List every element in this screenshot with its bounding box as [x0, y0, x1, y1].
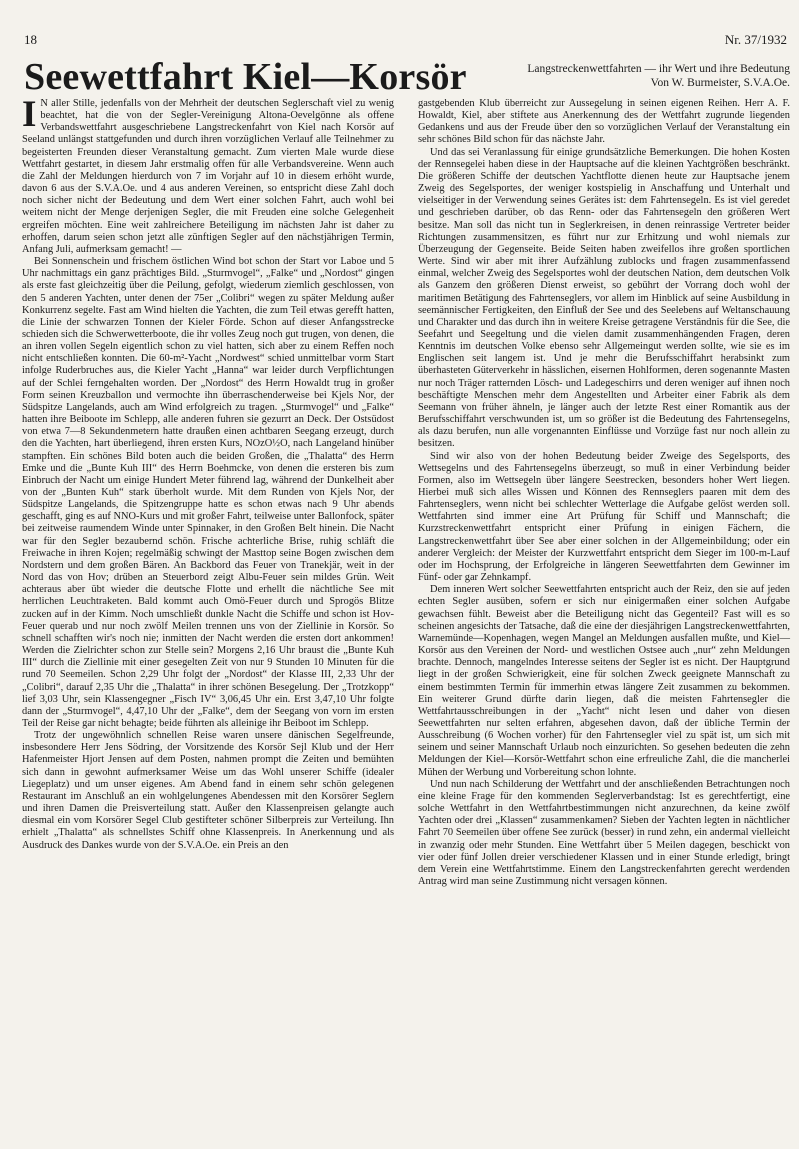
- article-subtitle: [432, 62, 790, 90]
- paragraph: Trotz der ungewöhnlich schnellen Reise waren unsere dänischen Segelfreunde, insbesondere Herr Jens Södring, der Vorsitzende des Korsör Sejl Klub und der Herr Hafenmeister Hjort Jensen auf dem Posten, nahmen prompt die Zeiten und bemühten sich dann in gewohnt aufmerksamer Weise um das Wohl unserer Schiffe (idealer Liegeplatz) und um unser eigenes. Am Abend fand in einem sehr schön gelegenen Restaurant im Anschluß an ein wohlgelungenes Abendessen mit den Korsörer Seglern und ihren Damen die Preisverteilung statt. Außer den Klassenpreisen gelangte auch diesmal ein vom Korsörer Segel Club gestifteter schöner Silberpreis zur Verteilung. Ihn erhielt „Thalatta“ als schnellstes Schiff ohne Klassenpreis. In Anerkennung und als Ausdruck des Dankes wurde von der S.V.A.Oe. ein Preis an den: [22, 730, 394, 851]
- paragraph: Bei Sonnenschein und frischem östlichen Wind bot schon der Start vor Laboe und 5 Uhr nachmittags ein ganz prächtiges Bild. „Sturmvogel“, „Falke“ und „Nordost“ gingen als erste fast gleichzeitig über die Peilung, gefolgt, wiederum ziemlich geschlossen, von den 5 anderen Yachten, unter denen der 75er „Colibri“ wegen zu später Meldung außer Konkurrenz segelte. Fast am Wind hielten die Yachten, die zum Teil etwas gerefft hatten, die Linie der schwarzen Tonnen der Kieler Förde. Schon auf dieser Anfangsstrecke schieden sich die Schwerwetterboote, die ihr volles Zeug noch gut trugen, von denen, die an ihren vollen Segeln eigentlich schon zu viel hatten, sich aber zu einem Reffen noch nicht entschließen konnten. Die 60-m²-Yacht „Nordwest“ schied unmittelbar vorm Start infolge Ruderbruches aus, die Kieler Yacht „Hanna“ war leider durch Verpflichtungen auf der Schlei ferngehalten worden. Der „Nordost“ des Herrn Howaldt trug in großer Form seinen Kreuzballon und vermochte ihn überraschenderweise bei Kjels Nor, der Südspitze Langelands, auch am Wind erfolgreich zu tragen. „Sturmvogel“ und „Falke“ hatten ihre Beiboote im Schlepp, alle anderen fuhren sie gezurrt an Deck. Der Ostsüdost von etwa 7—8 Sekundenmetern hatte draußen einen achtbaren Seegang erzeugt, durch den die Yachten, hart überliegend, ihren ersten Kurs, NOzO½O, nach Langeland hinüber stampften. Ein schönes Bild boten auch die beiden Großen, die „Thalatta“ des Herrn Emke und die „Bunte Kuh III“ des Herrn Boehmcke, von denen die ersteren bis zum Einbruch der Nacht um einige Hundert Meter führend lag, während der Dunkelheit aber von der „Bunten Kuh“ stark überholt wurde. Mit dem Runden von Kjels Nor, der Südspitze Langelands, die Spitzengruppe hatte es schon etwas nach 9 Uhr abends geschafft, ging es auf NNO-Kurs und mit großer Fahrt, teilweise unter Ballonfock, später bei zeitweise raumendem Winde unter Spinnaker, in den Großen Belt hinein. Die Nacht war für den Segler bezaubernd schön. Frische achterliche Brise, ruhig schläft die Freiwache in ihren Kojen; regelmäßig schwingt der Masttop seine Bogen zwischen dem Nordstern und dem großen Bären. An Backbord das Feuer von Tranekjär, weit in der Nord das von Hov; drüben an Steuerbord zeigt Albu-Feuer sein mildes Grün. Weit achteraus aber übt wieder die deutsche Flotte und erhellt die nächtliche See mit herrlichen Leuchtraketen. Bald kommt auch Omö-Feuer durch und Sprogös Blitze zucken auf in der Kimm. Noch umschließt dunkle Nacht die Schiffe und schon ist Hov-Feuer querab und nur noch zwölf Meilen trennen uns von der Ziellinie in Korsör. So schnell schafften wir's noch nie; inmitten der Nacht werden die ersten dort ankommen! Werden die Zielrichter schon zur Stelle sein? Morgens 2,16 Uhr braust die „Bunte Kuh III“ durch die Ziellinie mit einer gesegelten Zeit von nur 9 Stunden 10 Minuten für die rund 70 Seemeilen. Schon 2,29 Uhr folgt der „Nordost“ der Klasse III, 2,33 Uhr der „Colibri“, darauf 2,35 Uhr die „Thalatta“ in ihrer schönen Besegelung. Der „Trotzkopp“ lief 3,03 Uhr, sein Klassengegner „Fisch IV“ 3,06,45 Uhr ein. Erst 3,47,10 Uhr folgte dann der „Sturmvogel“, 4,47,10 Uhr der „Falke“, dem der Seegang von vorn im ersten Teil der Reise gar nicht behagte; beide führten als alleinige ihr Beiboot im Schlepp.: [22, 256, 394, 729]
- paragraph: Und das sei Veranlassung für einige grundsätzliche Bemerkungen. Die hohen Kosten der Rennsegelei haben diese in der Hauptsache auf die kleinen Yachtgrößen beschränkt. Die größeren Schiffe der deutschen Yachtflotte dienen heute zur Hauptsache jenem Zweig des Segelsportes, der weniger kostspielig in Anschaffung und Unterhalt und vielseitiger in der Verwendung seines Gerätes ist: dem Fahrtensegeln. Es ist viel geredet und geschrieben darüber, ob das Renn- oder das Fahrtensegeln den größeren Wert besitze. Man soll das nicht tun in Seglerkreisen, in denen reinrassige Vertreter beider Richtungen zusammensitzen, es führt nur zur Erhitzung und wohl niemals zur Überzeugung der Gegenseite. Beide Seiten haben zweifellos ihre großen sportlichen Werte. Sind wir aber mit ihrer Aufzählung zublocks und fragen zusammenfassend einmal, welcher Zweig des Segelsportes wohl der deutschen Nation, dem deutschen Volk als Ganzem den größeren Dienst erweist, so gebührt der Vorrang doch wohl der maritimen Betätigung des Fahrtenseglers, vor allem im Hinblick auf seine Ausbildung in seemännischer Fertigkeiten, den Einfluß der See und des Seelebens auf Weltanschauung und Charakter und das durch ihn in weitere Kreise getragene Verständnis für die See, die Seefahrt und Seegeltung und die vielen damit zusammenhängenden Fragen, deren Kenntnis im deutschen Volke ebenso sehr Allgemeingut werden sollte, wie sie es im Englischen seit langem ist. Und je mehr die Berufsschiffahrt herabsinkt zum überhasteten Güterverkehr in hässlichen, eisernen Hohlformen, deren sogenannte Masten nur noch Träger ratternden Lösch- und Ladegeschirrs und deren weniger auf ihnen noch beschäftigte Menschen mehr dem Angestellten und Arbeiter einer Fabrik als dem Seemann von früher ähneln, je länger auch der letzte Rest einer Romantik aus der Berufsschiffahrt verschwunden ist, um so größer ist die Bedeutung des Fahrtensegelns, als dazu berufen, nun alle vorgenannten Einflüsse und Vorzüge fast nur noch allein zu besitzen.: [418, 146, 790, 450]
- paragraph: Und nun nach Schilderung der Wettfahrt und der anschließenden Betrachtungen noch eine kleine Frage für den kommenden Seglerverbandstag: Ist es gerechtfertigt, eine solche Wettfahrt in den Wettfahrtbestimmungen nicht anzurechnen, da keine zwölf Yachten oder drei „Klassen“ zusammenkamen? Sieben der Yachten legten in nächtlicher Fahrt 70 Seemeilen über offene See zurück (besser) in rund zehn, ein andermal vielleicht in zwanzig oder mehr Stunden. Eine Wettfahrt über 5 Meilen dagegen, beschickt von vier oder fünf Jollen dreier verschiedener Klassen und in einer Stunde erledigt, bringt dem Verein eine Wettfahrtstimme. Einem den Langstreckenfahrten gerecht werdenden Antrag wird man seine Zustimmung nicht versagen können.: [418, 778, 790, 887]
- paragraph: Dem inneren Wert solcher Seewettfahrten entspricht auch der Reiz, den sie auf jeden echten Segler ausüben, sofern er sich nur einigermaßen einer solchen Aufgabe gewachsen fühlt. Beweist aber die Beteiligung nicht das Gegenteil? Fast will es so scheinen angesichts der Tatsache, daß die eine der diesjährigen Langstreckenwettfahrten, Warnemünde—Kopenhagen, wegen Mangel an Meldungen ausfallen mußte, und Kiel—Korsör aus den Vereinen der Nord- und westlichen Ostsee auch „nur“ zehn Meldungen brachte. Dennoch, mangelndes Interesse seitens der Segler ist es nicht. Der Hauptgrund liegt in der großen Schwierigkeit, eine für solchen Zweck geeignete Mannschaft zu einem bestimmten Termin für immerhin etwas längere Zeit zusammen zu bekommen. Ein weiterer Grund dürfte darin liegen, daß die meisten Fahrtensegler die Wettfahrtausschreibungen in der „Yacht“ nicht lesen und daher von diesen Seewettfahrten nur selten erfahren, abgesehen davon, daß der übliche Termin der Ausschreibung (6 Wochen vorher) für den Fahrtensegler viel zu spät ist, um sich mit seinem und seiner Mannschaft Urlaub noch einzurichten. So gesehen bedeuten die zehn Meldungen der Kiel—Korsör-Wettfahrt schon eine erfreuliche Zahl, die die mancherlei Mühen der Werbung und Vorbereitung schon lohnte.: [418, 584, 790, 778]
- issue-number: Nr. 37/1932: [724, 32, 787, 47]
- article-title: Seewettfahrt Kiel—Korsör: [24, 56, 467, 98]
- page-number: 18: [24, 32, 37, 47]
- column-right: [418, 98, 790, 888]
- paragraph-text: N aller Stille, jedenfalls von der Mehrheit der deutschen Seglerschaft viel zu wenig beachtet, hat die von der Segler-Vereinigung Altona-Oevelgönne als offene Verbandswettfahrt ausgeschriebene Langstreckenfahrt von Kiel nach Korsör auf Seeland unlängst stattgefunden und durch ihren vorzüglichen Verlauf alle Teilnehmer zu begeisterten Freunden dieser Veranstaltung gemacht. Zum vierten Male wurde diese Wettfahrt gestartet, in diesem Jahr erstmalig offen für alle Verbandsvereine. Wenn auch die Zahl der Meldungen hierdurch von 7 im Vorjahr auf 10 in diesem erhöht wurde, davon 6 aus der S.V.A.Oe. und 4 aus anderen Vereinen, so entspricht diese Zahl doch noch sicher nicht der Bedeutung und dem Wert einer solchen Fahrt, auch wohl bei weitem nicht der Menge derjenigen Segler, die mit Freuden eine solche Gelegenheit ergreifen möchten. Eine weit zahlreichere Beteiligung im nächsten Jahr ist daher zu erhoffen, darum seien schon jetzt alle zünftigen Segler auf den nächstjährigen Termin, Anfang Juli, aufmerksam gemacht! —: [22, 98, 394, 255]
- paragraph: gastgebenden Klub überreicht zur Aussegelung in seinen eigenen Reihen. Herr A. F. Howaldt, Kiel, aber stiftete aus Anerkennung des der Wettfahrt zugrunde liegenden Gedankens und aus der Freude über den so vorzüglichen Verlauf der Veranstaltung ein sehr schönes Bild schon für das nächste Jahr.: [418, 98, 790, 146]
- drop-cap: I: [22, 94, 37, 135]
- column-left: [22, 94, 394, 852]
- author-line: Von W. Burmeister, S.V.A.Oe.: [650, 77, 790, 89]
- paragraph: [22, 94, 394, 256]
- paragraph: Sind wir also von der hohen Bedeutung beider Zweige des Segelsports, des Wettsegelns und des Fahrtensegelns überzeugt, so muß in einer Verbindung beider Formen, also im Wettsegeln über längere Seestrecken, besonders hoher Wert liegen. Hierbei muß sich alles Wissen und Können des Rennseglers paaren mit dem des Fahrtenseglers, wenn nicht bei schlechter Wetterlage die Aufgabe gelöst werden soll. Wettfahrten sind immer eine Art Prüfung für Schiff und Mannschaft; die Kurzstreckenwettfahrt entspricht einer Prüfung in einigen Fächern, die Langstreckenwettfahrt über See aber einer solchen in der Allgemeinbildung; oder ein anderer Vergleich: der Meister der Kurzwettfahrt entspricht dem Sieger im 100-m-Lauf oder im Hochsprung, der Erfolgreiche in längeren Seewettfahrten dem Gewinner im Fünf- oder gar Zehnkampf.: [418, 450, 790, 584]
- subtitle-line: Langstreckenwettfahrten — ihr Wert und ihre Bedeutung: [527, 63, 790, 75]
